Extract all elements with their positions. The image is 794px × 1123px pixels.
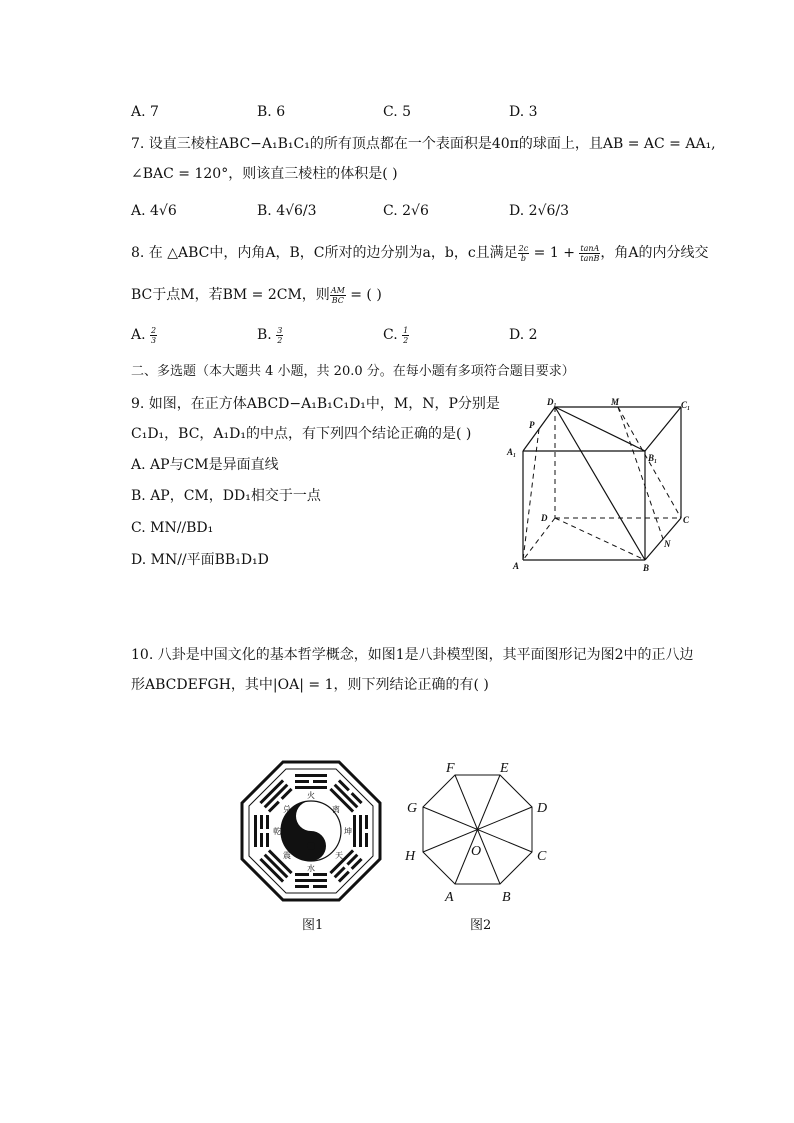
label-c1: C₁ [681,400,691,410]
q7-option-d: D. 2√6/3 [509,203,569,219]
q8-option-b-frac [276,326,283,345]
q6-option-a: A. 7 [131,104,159,120]
octagon-label-o: O [471,844,482,859]
q9-option-b: B. AP，CM，DD₁相交于一点 [131,488,321,504]
bagua-char-zhen: 震 [283,851,291,860]
bagua-char-li: 离 [332,805,340,814]
octagon-label-b: B [502,890,511,905]
q8-option-a-frac [150,326,157,345]
figure-2-caption: 图2 [470,918,492,933]
q8-line-1-text-b: = 1 + [529,245,580,261]
label-p: P [529,420,535,430]
bagua-char-qian: 乾 [273,827,281,836]
bagua-char-huo: 火 [307,791,315,800]
label-b1: B₁ [648,453,658,463]
q8-fraction-tan [579,244,600,263]
bagua-char-dui: 兑 [283,805,291,814]
label-n: N [664,539,671,549]
q10-line-1: 10. 八卦是中国文化的基本哲学概念，如图1是八卦模型图，其平面图形记为图2中的正八边 [131,647,694,663]
frac-num: 2c [518,243,529,253]
frac-num: 3 [277,325,283,335]
octagon-figure [398,758,558,910]
frac-den: b [520,253,526,263]
q8-fraction-am-bc [330,286,346,305]
q8-option-d: D. 2 [509,327,538,343]
q7-line-1: 7. 设直三棱柱ABC−A₁B₁C₁的所有顶点都在一个表面积是40π的球面上，且AB = AC = AA₁, [131,136,716,152]
q6-option-d: D. 3 [509,104,538,120]
octagon-label-e: E [500,761,509,776]
q8-line-1-text-c: ，角A的内分线交 [600,245,709,261]
label-d: D [541,513,548,523]
label-a1: A₁ [507,447,517,457]
bagua-figure [240,760,382,902]
q8-option-c-frac [402,326,409,345]
label-a: A [513,561,520,571]
bagua-char-shui: 水 [307,864,315,873]
q9-option-c: C. MN//BD₁ [131,520,214,536]
frac-den: 3 [151,335,157,345]
frac-den: 2 [403,335,409,345]
section-title: 二、多选题（本大题共 4 小题，共 20.0 分。在每小题有多项符合题目要求） [131,364,575,379]
octagon-label-f: F [446,761,455,776]
q10-line-2: 形ABCDEFGH，其中|OA| = 1，则下列结论正确的有( ) [131,677,489,693]
octagon-label-c: C [537,849,547,864]
q8-fraction-2c-b [518,244,530,263]
q7-option-c: C. 2√6 [383,203,429,219]
q7-option-a: A. 4√6 [131,203,177,219]
q8-option-a-label: A. [131,327,146,343]
q8-option-c [383,325,409,345]
bagua-char-tian: 天 [335,851,343,860]
label-b: B [643,563,650,573]
label-d1: D₁ [547,397,557,407]
frac-num: 2 [151,325,157,335]
q8-option-b-label: B. [257,327,272,343]
q8-option-a [131,325,157,345]
octagon-label-d: D [537,801,548,816]
q8-line-1-text-a: 8. 在 △ABC中，内角A，B，C所对的边分别为a，b，c且满足 [131,245,518,261]
label-m: M [611,397,620,407]
frac-num: AM [330,285,345,295]
q8-line-1 [131,243,708,263]
q7-option-b: B. 4√6/3 [257,203,317,219]
q9-option-a: A. AP与CM是异面直线 [131,457,279,473]
octagon-label-h: H [405,849,416,864]
q7-line-2: ∠BAC = 120°，则该直三棱柱的体积是( ) [131,166,398,182]
bagua-char-kun: 坤 [344,827,352,836]
q9-line-1: 9. 如图，在正方体ABCD−A₁B₁C₁D₁中，M，N，P分别是 [131,396,500,412]
q9-option-d: D. MN//平面BB₁D₁D [131,552,269,568]
frac-num: tanA [580,243,600,253]
q9-line-2: C₁D₁，BC，A₁D₁的中点，有下列四个结论正确的是( ) [131,426,472,442]
q8-line-2-text-a: BC于点M，若BM = 2CM，则 [131,287,330,303]
q8-option-c-label: C. [383,327,398,343]
octagon-label-a: A [445,890,454,905]
figure-1-caption: 图1 [302,918,324,933]
q6-option-c: C. 5 [383,104,412,120]
frac-num: 1 [403,325,409,335]
q6-option-b: B. 6 [257,104,286,120]
frac-den: 2 [277,335,283,345]
octagon-label-g: G [407,801,418,816]
label-c: C [683,515,690,525]
cube-figure [505,395,705,575]
q8-option-b [257,325,283,345]
frac-den: tanB [580,253,600,263]
q8-line-2-text-b: = ( ) [345,287,382,303]
frac-den: BC [331,295,344,305]
q8-line-2 [131,285,382,305]
